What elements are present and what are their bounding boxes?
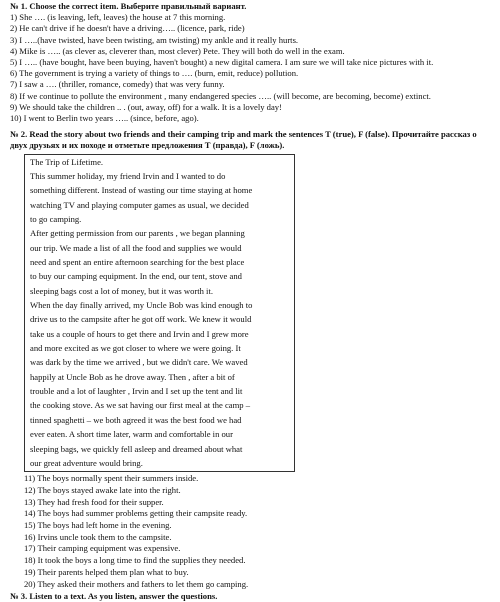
task1-item: 3) I …..(have twisted, have been twisting, am twisting) my ankle and it really hurts. <box>10 34 299 45</box>
task1-item: 4) Mike is ….. (as clever as, cleverer than, most clever) Pete. They will both do well in the exam. <box>10 45 345 56</box>
task1-item: 6) The government is trying a variety of things to …. (burn, emit, reduce) pollution. <box>10 68 299 79</box>
story-line: our trip. We made a list of all the food and supplies we would <box>30 242 242 253</box>
story-line: the cooking stove. As we sat having our first meal at the camp – <box>30 400 251 411</box>
story-line: trouble and a lot of laughter , Irvin and I set up the tent and lit <box>30 386 243 397</box>
story-line: drive us to the campsite after he got off work. We knew it would <box>30 314 252 325</box>
statement: 19) Their parents helped them plan what to buy. <box>24 566 189 577</box>
story-line: our great adventure would bring. <box>30 457 143 468</box>
task2-heading: № 2. Read the story about two friends and their camping trip and mark the sentences T (true), F (false). Прочитайте рассказ о двух друзьях и их походе и отметьте предложения Т (правда), F (ложь). <box>10 129 477 151</box>
story-line: When the day finally arrived, my Uncle Bob was kind enough to <box>30 300 253 311</box>
statement: 13) They had fresh food for their supper. <box>24 496 164 507</box>
statement: 14) The boys had summer problems getting their campsite ready. <box>24 508 248 519</box>
statement: 16) Irvins uncle took them to the campsite. <box>24 531 172 542</box>
statement: 18) It took the boys a long time to find the supplies they needed. <box>24 555 246 566</box>
story-line: happily at Uncle Bob as he drove away. Then , after a bit of <box>30 371 235 382</box>
story-line: something different. Instead of wasting our time staying at home <box>30 185 253 196</box>
statement: 20) They asked their mothers and fathers to let them go camping. <box>24 578 249 589</box>
task1-heading: № 1. Choose the correct item. Выберите правильный вариант. <box>10 1 247 11</box>
story-line: sleeping bags cost a lot of money, but it was worth it. <box>30 285 213 296</box>
statement: 15) The boys had left home in the evening. <box>24 520 172 531</box>
story-line: to buy our camping equipment. In the end, our tent, stove and <box>30 271 242 282</box>
task1-item: 1) She …. (is leaving, left, leaves) the house at 7 this morning. <box>10 12 226 23</box>
story-line: tinned spaghetti – we both agreed it was the best food we had <box>30 414 242 425</box>
story-line: watching TV and playing computer games as usual, we decided <box>30 199 249 210</box>
story-line: This summer holiday, my friend Irvin and I wanted to do <box>30 170 226 181</box>
story-line: sleeping bags, we quickly fell asleep and dreamed about what <box>30 443 243 454</box>
task1-item: 7) I saw a …. (thriller, romance, comedy) that was very funny. <box>10 79 225 90</box>
statement: 17) Their camping equipment was expensive. <box>24 543 181 554</box>
task1-item: 9) We should take the children .. . (out, away, off) for a walk. It is a lovely day! <box>10 101 282 112</box>
story-title: The Trip of Lifetime. <box>30 156 104 167</box>
statement: 12) The boys stayed awake late into the right. <box>24 484 181 495</box>
story-line: and more excited as we got closer to where we were going. It <box>30 343 241 354</box>
story-line: to go camping. <box>30 214 82 225</box>
task1-item: 5) I ….. (have bought, have been buying, haven't bought) a new digital camera. I am sure we will take nice pictures with it. <box>10 57 434 68</box>
story-box <box>24 154 295 473</box>
task1-item: 8) If we continue to pollute the environment , many endangered species ….. (will become, are becoming, become) extinct. <box>10 90 431 101</box>
story-line: take us a couple of hours to get there and Irvin and I grew more <box>30 328 249 339</box>
task1-item: 10) I went to Berlin two years ….. (since, before, ago). <box>10 113 199 124</box>
story-line: was dark by the time we arrived , but we didn't care. We waved <box>30 357 248 368</box>
task1-items <box>10 12 492 124</box>
statement: 11) The boys normally spent their summers inside. <box>24 473 199 484</box>
story-line: need and spent an entire afternoon searching for the best place <box>30 257 245 268</box>
story-line: After getting permission from our parents , we began planning <box>30 228 245 239</box>
story-line: ever eaten. A short time later, warm and comfortable in our <box>30 429 233 440</box>
task3-heading: № 3. Listen to a text. As you listen, answer the questions. <box>10 591 218 602</box>
task1-item: 2) He can't drive if he doesn't have a driving….. (licence, park, ride) <box>10 23 245 34</box>
true-false-statements <box>24 473 492 590</box>
